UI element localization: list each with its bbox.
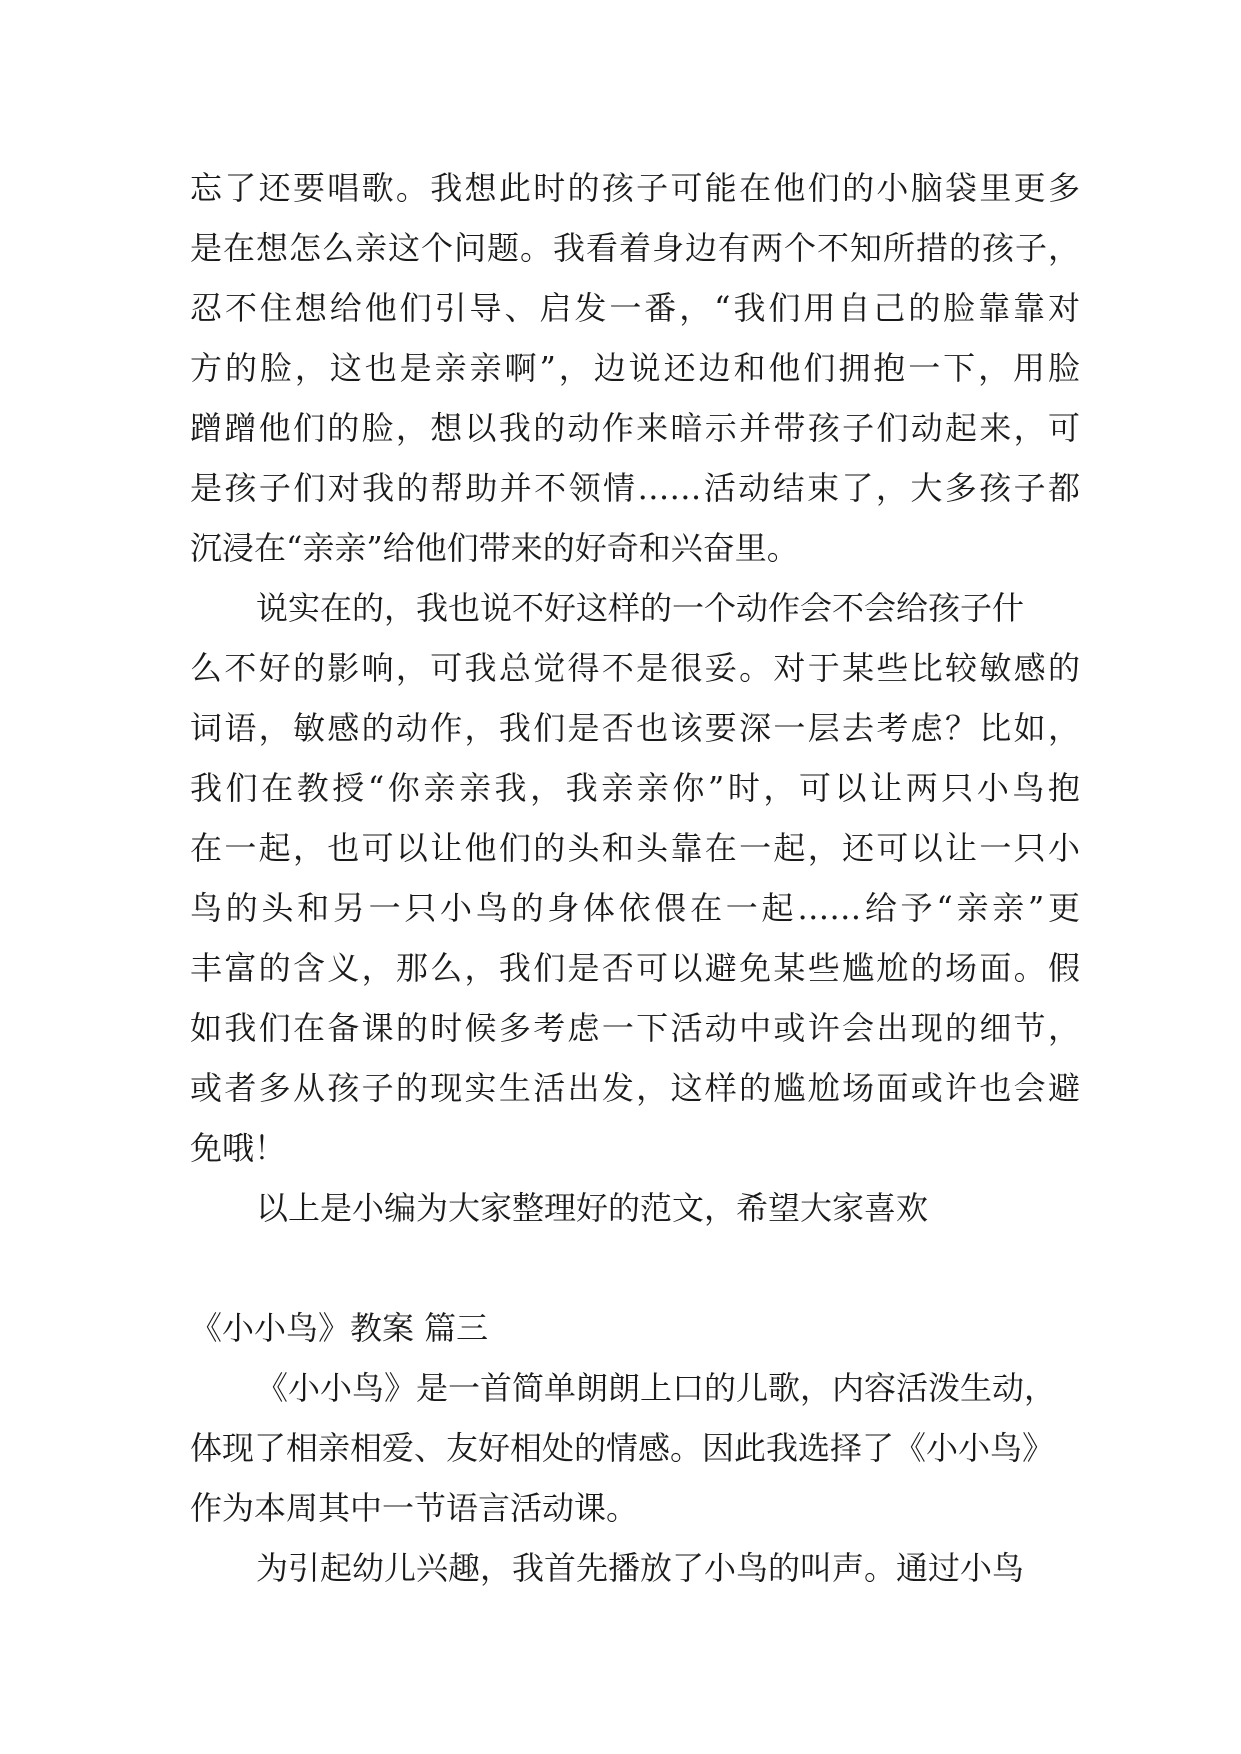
paragraph-line: 我们在教授“你亲亲我，我亲亲你”时，可以让两只小鸟抱: [190, 769, 1080, 807]
paragraph-line: 词语，敏感的动作，我们是否也该要深一层去考虑？比如，: [190, 709, 1080, 747]
paragraph-line: 为引起幼儿兴趣，我首先播放了小鸟的叫声。通过小鸟: [256, 1549, 1025, 1587]
paragraph-line: 蹭蹭他们的脸，想以我的动作来暗示并带孩子们动起来，可: [190, 409, 1080, 447]
paragraph-line: 《小小鸟》是一首简单朗朗上口的儿歌，内容活泼生动，: [256, 1369, 1057, 1407]
paragraph-line: 作为本周其中一节语言活动课。: [190, 1489, 639, 1527]
paragraph-line: 是孩子们对我的帮助并不领情……活动结束了，大多孩子都: [190, 469, 1080, 507]
paragraph-line: 在一起，也可以让他们的头和头靠在一起，还可以让一只小: [190, 829, 1080, 867]
closing-line: 以上是小编为大家整理好的范文，希望大家喜欢: [256, 1189, 929, 1227]
paragraph-line: 免哦！: [190, 1129, 287, 1167]
paragraph-line: 体现了相亲相爱、友好相处的情感。因此我选择了《小小鸟》: [190, 1429, 1055, 1467]
section-heading: 《小小鸟》教案 篇三: [190, 1309, 489, 1347]
paragraph-line: 如我们在备课的时候多考虑一下活动中或许会出现的细节，: [190, 1009, 1080, 1047]
paragraph-line: 或者多从孩子的现实生活出发，这样的尴尬场面或许也会避: [190, 1069, 1080, 1107]
paragraph-line: 是在想怎么亲这个问题。我看着身边有两个不知所措的孩子，: [190, 229, 1080, 267]
paragraph-line: 方的脸，这也是亲亲啊”，边说还边和他们拥抱一下，用脸: [190, 349, 1080, 387]
paragraph-line: 么不好的影响，可我总觉得不是很妥。对于某些比较敏感的: [190, 649, 1080, 687]
paragraph-line: 忍不住想给他们引导、启发一番，“我们用自己的脸靠靠对: [190, 289, 1080, 327]
paragraph-line: 忘了还要唱歌。我想此时的孩子可能在他们的小脑袋里更多: [190, 169, 1080, 207]
document-body: [190, 158, 1090, 1598]
paragraph-line: 说实在的，我也说不好这样的一个动作会不会给孩子什: [256, 589, 1025, 627]
paragraph-line: 丰富的含义，那么，我们是否可以避免某些尴尬的场面。假: [190, 949, 1080, 987]
spacer: [190, 1238, 1090, 1298]
paragraph-line: 沉浸在“亲亲”给他们带来的好奇和兴奋里。: [190, 529, 799, 567]
paragraph-line: 鸟的头和另一只小鸟的身体依偎在一起……给予“亲亲”更: [190, 889, 1080, 927]
